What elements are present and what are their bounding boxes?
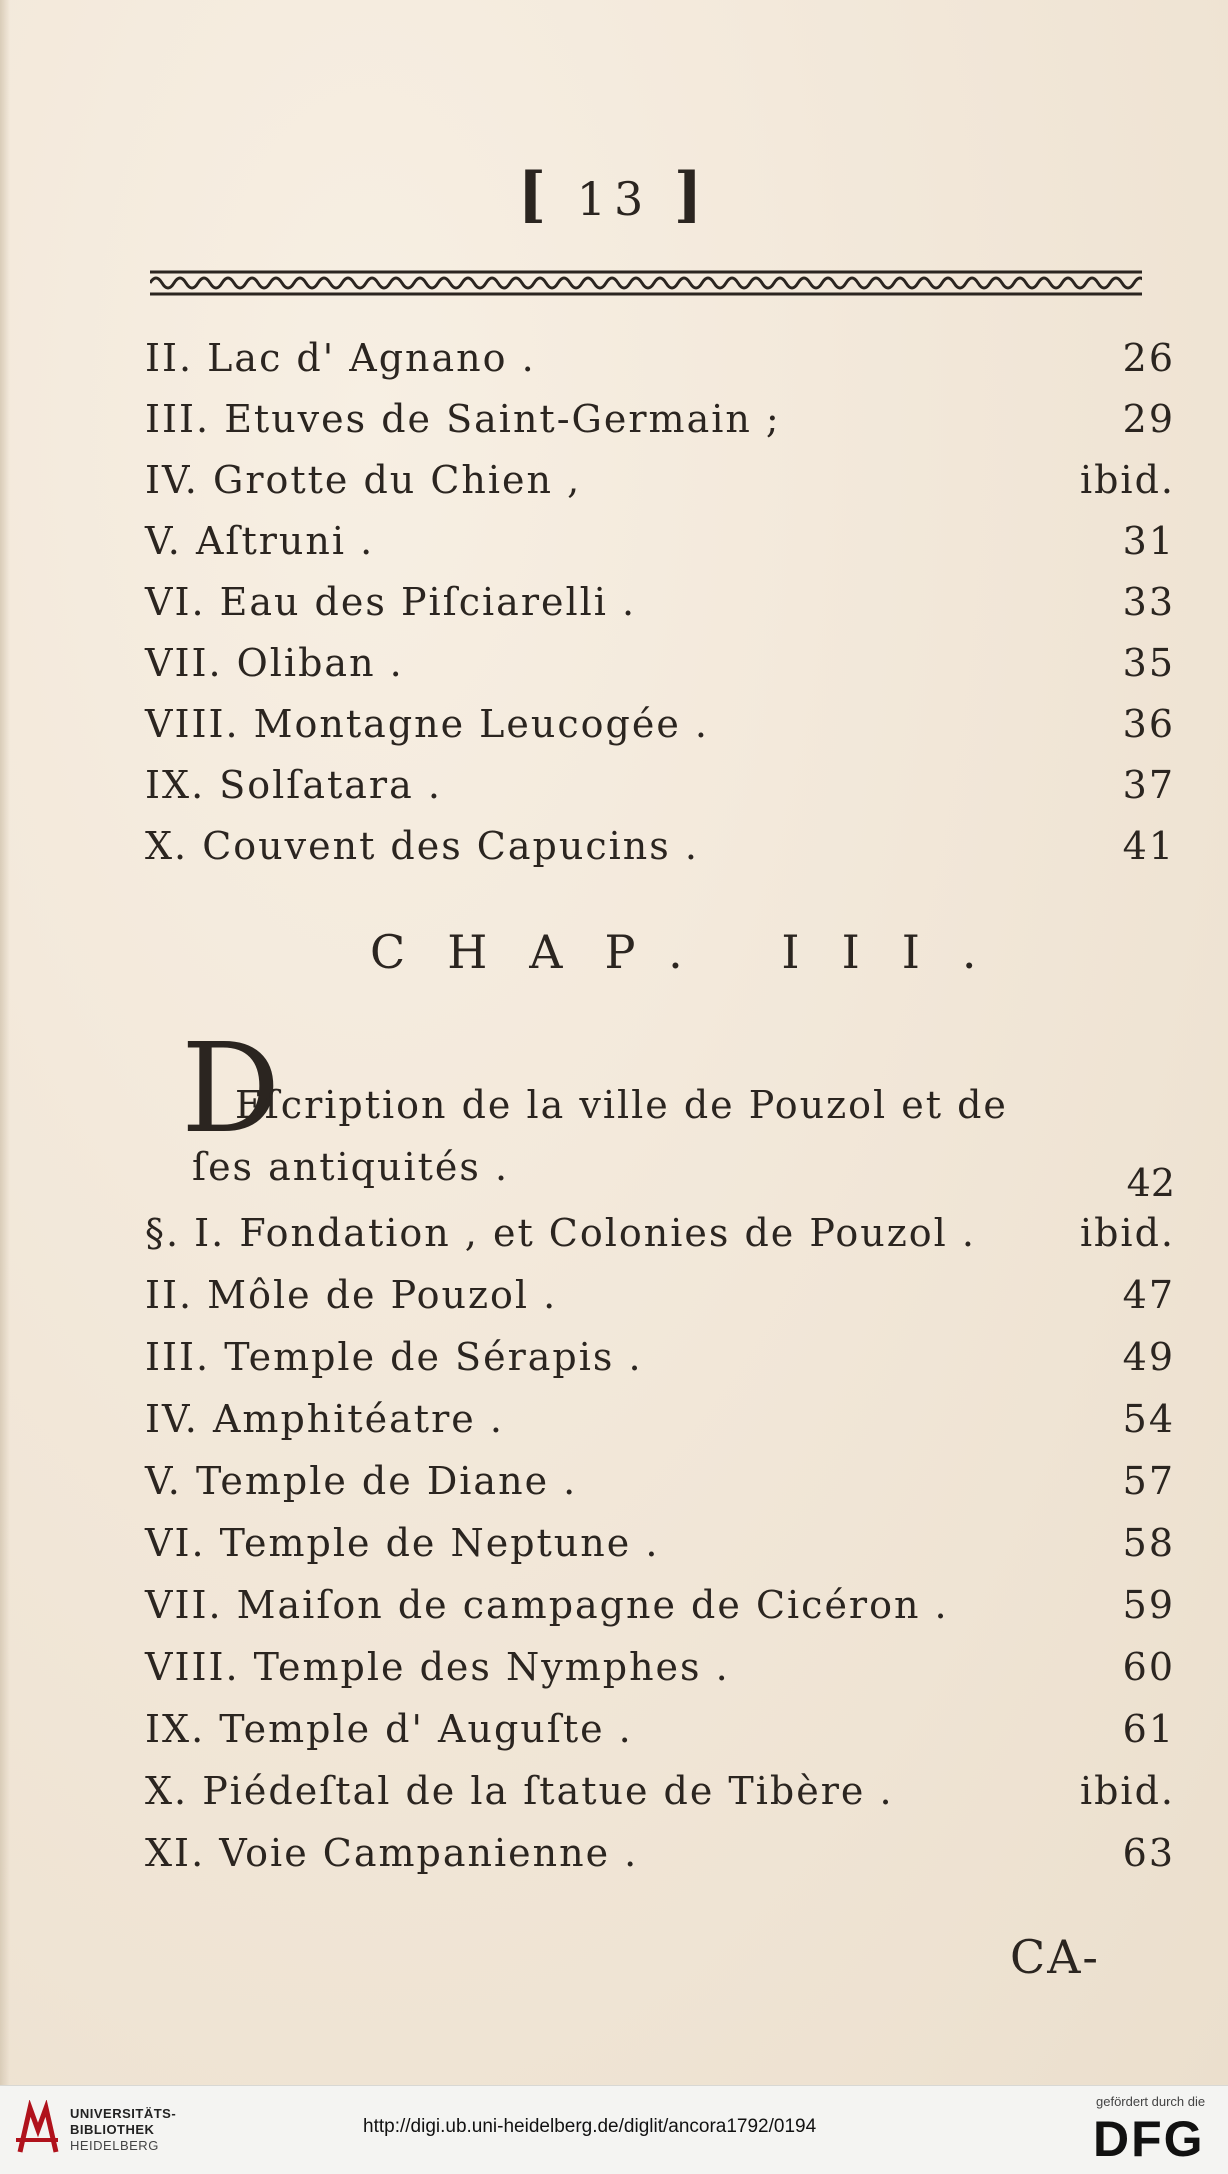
toc-entry-title: III. Temple de Sérapis .: [145, 1335, 643, 1379]
folio-right-bracket: ]: [673, 160, 711, 230]
toc-entry-page: 31: [1122, 519, 1175, 563]
funding-caption: gefördert durch die: [1096, 2094, 1206, 2109]
toc-entry-title: VI. Eau des Piſciarelli .: [145, 580, 637, 624]
toc-entry-page: 29: [1122, 397, 1175, 441]
viewer-footer: [0, 2085, 1228, 2174]
toc-entry-page: 47: [1122, 1273, 1175, 1317]
toc-entry-page: 58: [1122, 1521, 1175, 1565]
toc-entry-page: 37: [1122, 763, 1175, 807]
library-name-line-1: UNIVERSITÄTS-: [70, 2106, 177, 2121]
university-library-logo-icon: [12, 2100, 62, 2160]
toc-entry-title: IV. Amphitéatre .: [145, 1397, 504, 1441]
toc-entry-title: X. Couvent des Capucins .: [145, 824, 699, 868]
toc-entry-page: 57: [1122, 1459, 1175, 1503]
toc-entry-page: 49: [1122, 1335, 1175, 1379]
toc-entry-title: III. Etuves de Saint-Germain ;: [145, 397, 781, 441]
toc-entry-page: 63: [1122, 1831, 1175, 1875]
toc-entry: [145, 696, 1175, 752]
toc-entry-page: ibid.: [1079, 1769, 1175, 1813]
toc-entry-page: 41: [1122, 824, 1175, 868]
toc-entry: [145, 1453, 1175, 1509]
toc-entry: [145, 818, 1175, 874]
toc-entry: [145, 452, 1175, 508]
folio-number: 13: [576, 172, 652, 226]
toc-entry: [145, 1763, 1175, 1819]
toc-entry: [145, 330, 1175, 386]
toc-entry-title: II. Lac d' Agnano .: [145, 336, 536, 380]
chain-ornament-rule: [150, 268, 1142, 298]
toc-entry-page: ibid.: [1079, 458, 1175, 502]
toc-entry: [145, 1577, 1175, 1633]
toc-entry: [145, 574, 1175, 630]
toc-entry: [145, 391, 1175, 447]
toc-entry: [145, 1267, 1175, 1323]
toc-entry-title: VIII. Montagne Leucogée .: [145, 702, 710, 746]
library-name: [70, 2106, 176, 2154]
toc-entry-title: VI. Temple de Neptune .: [145, 1521, 660, 1565]
toc-entry: [145, 1515, 1175, 1571]
description-line-1: Eſcription de la ville de Pouzol et de: [235, 1083, 1008, 1127]
description-line-2: ſes antiquités .: [192, 1145, 510, 1189]
toc-entry-title: IX. Temple d' Auguſte .: [145, 1707, 633, 1751]
toc-entry-page: 60: [1122, 1645, 1175, 1689]
toc-entry: [145, 1391, 1175, 1447]
toc-entry-title: II. Môle de Pouzol .: [145, 1273, 558, 1317]
folio-left-bracket: [: [517, 160, 555, 230]
toc-entry-title: XI. Voie Campanienne .: [145, 1831, 639, 1875]
toc-entry-page: 36: [1122, 702, 1175, 746]
library-name-line-3: HEIDELBERG: [70, 2138, 159, 2153]
description-page-number: 42: [1126, 1161, 1175, 1205]
toc-entry-page: ibid.: [1079, 1211, 1175, 1255]
page-folio: [0, 160, 1228, 230]
catchword: CA-: [1010, 1930, 1100, 1984]
toc-entry-page: 26: [1122, 336, 1175, 380]
toc-entry: [145, 513, 1175, 569]
permalink-url[interactable]: http://digi.ub.uni-heidelberg.de/diglit/ancora1792/0194: [363, 2116, 817, 2137]
toc-entry-title: VII. Oliban .: [145, 641, 404, 685]
toc-entry-title: X. Piédeſtal de la ſtatue de Tibère .: [145, 1769, 894, 1813]
toc-entry-page: 59: [1122, 1583, 1175, 1627]
toc-entry-page: 61: [1122, 1707, 1175, 1751]
toc-entry: [145, 1205, 1175, 1261]
toc-entry-title: V. Aſtruni .: [145, 519, 375, 563]
chapter-description: [145, 1017, 1175, 1205]
toc-entry-title: IX. Solſatara .: [145, 763, 442, 807]
toc-entry-page: 35: [1122, 641, 1175, 685]
toc-entry: [145, 1329, 1175, 1385]
page-gutter-shadow: [0, 0, 10, 2085]
toc-entry-title: IV. Grotte du Chien ,: [145, 458, 582, 502]
chapter-heading: CHAP. III.: [370, 925, 1019, 979]
toc-entry: [145, 1701, 1175, 1757]
toc-entry: [145, 1639, 1175, 1695]
toc-entry-title: VIII. Temple des Nymphes .: [145, 1645, 730, 1689]
library-name-line-2: BIBLIOTHEK: [70, 2122, 155, 2137]
toc-entry: [145, 757, 1175, 813]
toc-entry-title: §. I. Fondation , et Colonies de Pouzol .: [145, 1211, 976, 1255]
toc-entry-page: 33: [1122, 580, 1175, 624]
toc-entry: [145, 635, 1175, 691]
toc-entry-title: VII. Maiſon de campagne de Cicéron .: [145, 1583, 949, 1627]
toc-entry-page: 54: [1122, 1397, 1175, 1441]
dfg-logo: DFG: [1093, 2111, 1205, 2167]
drop-cap: D: [181, 1017, 281, 1161]
toc-entry-title: V. Temple de Diane .: [145, 1459, 578, 1503]
toc-entry: [145, 1825, 1175, 1881]
